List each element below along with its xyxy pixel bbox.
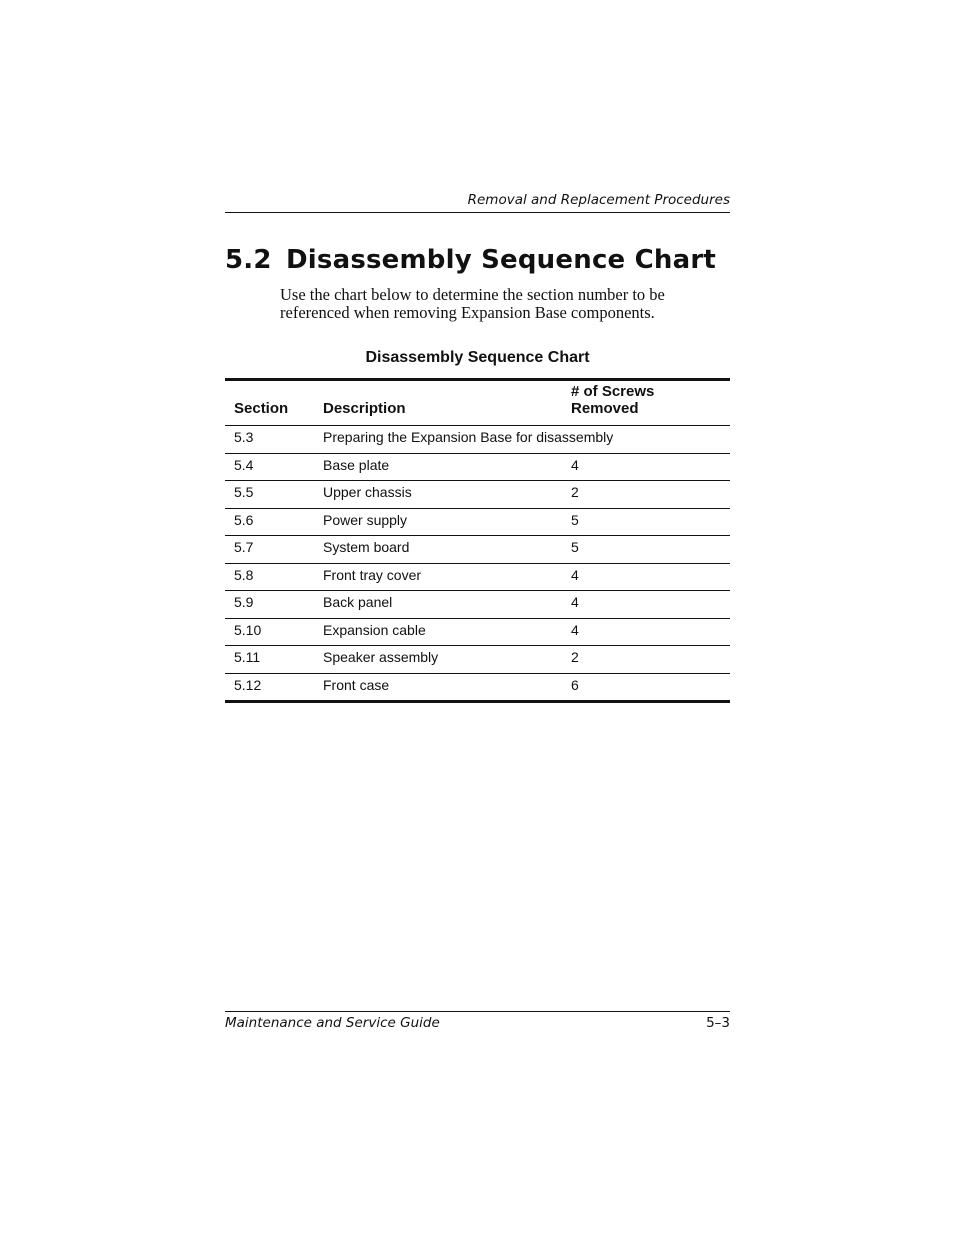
column-header-section: Section (225, 380, 314, 426)
cell-screws: 5 (562, 508, 730, 536)
cell-section: 5.11 (225, 646, 314, 674)
table-caption: Disassembly Sequence Chart (365, 349, 590, 366)
table-row (225, 481, 730, 509)
table-row (225, 426, 730, 454)
footer-rule (225, 1011, 730, 1012)
cell-description: Upper chassis (314, 481, 562, 509)
cell-description: Expansion cable (314, 618, 562, 646)
cell-screws: 4 (562, 591, 730, 619)
cell-screws: 4 (562, 563, 730, 591)
section-number: 5.2 (225, 245, 272, 275)
cell-section: 5.10 (225, 618, 314, 646)
column-header-screws-line2: Removed (571, 400, 639, 417)
cell-description: Preparing the Expansion Base for disassembly (314, 426, 562, 454)
table-row (225, 591, 730, 619)
cell-description: Speaker assembly (314, 646, 562, 674)
table-header-row (225, 380, 730, 426)
cell-description: Base plate (314, 453, 562, 481)
header-rule (225, 212, 730, 213)
footer-guide-title: Maintenance and Service Guide (225, 1015, 440, 1031)
cell-description: System board (314, 536, 562, 564)
section-title-text: Disassembly Sequence Chart (286, 245, 717, 275)
intro-paragraph: Use the chart below to determine the section number to be referenced when removing Expansion Base components. (280, 285, 665, 322)
column-header-description: Description (314, 380, 562, 426)
cell-section: 5.7 (225, 536, 314, 564)
cell-section: 5.5 (225, 481, 314, 509)
cell-description: Front case (323, 676, 390, 693)
running-header: Removal and Replacement Procedures (467, 192, 730, 208)
cell-section: 5.9 (225, 591, 314, 619)
table-row (225, 673, 730, 702)
cell-screws: 4 (562, 618, 730, 646)
table-row (225, 646, 730, 674)
cell-description: Front tray cover (314, 563, 562, 591)
cell-screws: 4 (562, 453, 730, 481)
table-row (225, 563, 730, 591)
table-row (225, 536, 730, 564)
cell-description: Power supply (314, 508, 562, 536)
footer-page-number: 5–3 (706, 1015, 730, 1031)
column-header-screws (562, 380, 730, 426)
cell-description: Back panel (314, 591, 562, 619)
table-row (225, 618, 730, 646)
cell-screws: 2 (562, 646, 730, 674)
section-title (225, 242, 730, 278)
cell-section: 5.3 (225, 426, 314, 454)
cell-screws: 2 (562, 481, 730, 509)
table-row (225, 508, 730, 536)
cell-section: 5.4 (225, 453, 314, 481)
cell-section: 5.8 (225, 563, 314, 591)
cell-section: 5.6 (225, 508, 314, 536)
disassembly-sequence-table (225, 378, 730, 703)
table-row (225, 453, 730, 481)
column-header-screws-line1: # of Screws (571, 383, 655, 400)
cell-screws: 5 (562, 536, 730, 564)
cell-section: 5.12 (234, 676, 262, 693)
cell-screws: 6 (571, 676, 579, 693)
